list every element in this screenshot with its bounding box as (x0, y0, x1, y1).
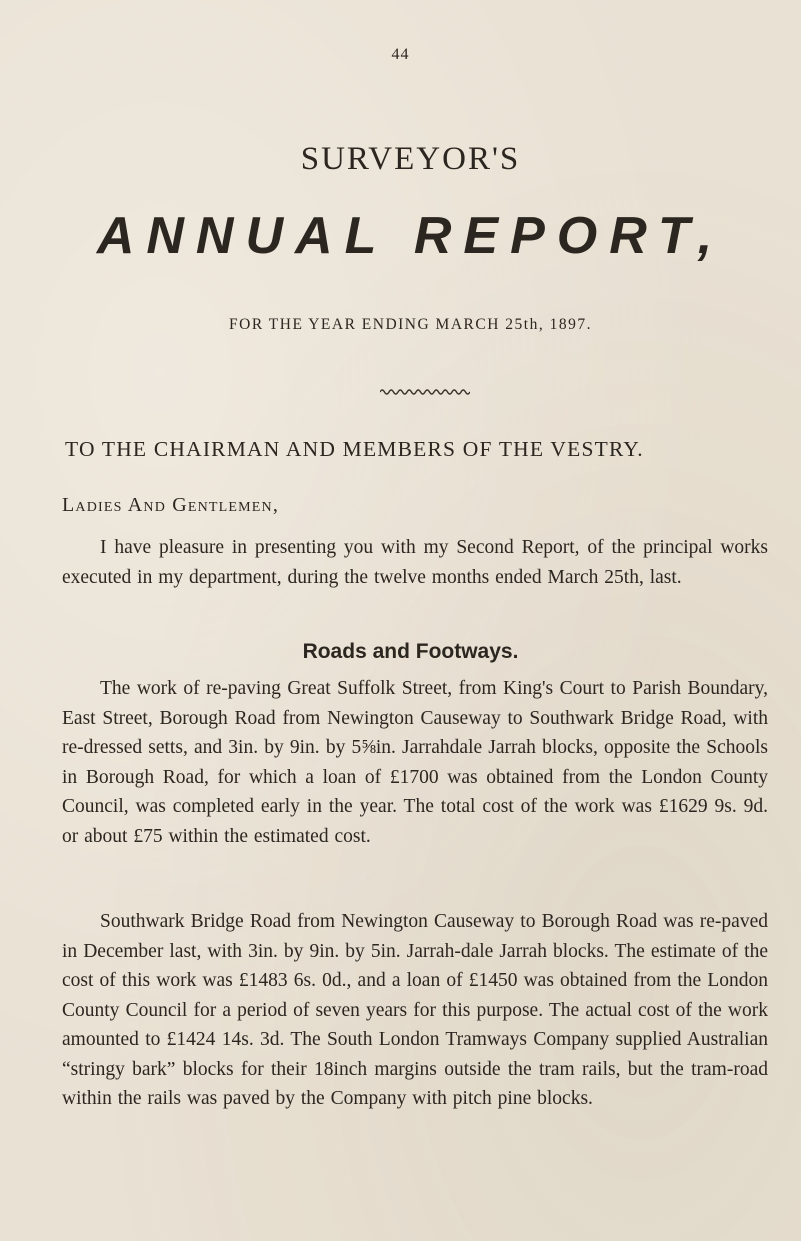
salutation: Ladies And Gentlemen, (62, 494, 280, 516)
paragraph-southwark-bridge-road (62, 907, 768, 1114)
ornamental-divider (380, 388, 470, 396)
address-line: TO THE CHAIRMAN AND MEMBERS OF THE VESTRY. (65, 437, 644, 461)
paragraph-great-suffolk-street (62, 674, 768, 851)
intro-paragraph-text: I have pleasure in presenting you with my Second Report, of the principal works executed in my department, during the twelve months ended March 25th, last. (62, 537, 768, 588)
paragraph-southwark-bridge-road-text: Southwark Bridge Road from Newington Causeway to Borough Road was re-paved in December last, with 3in. by 9in. by 5in. Jarrah-dale Jarrah blocks. The estimate of the cost of this work was £1483 6s. 0d., and a loan of £1450 was obtained from the London County Council for a period of seven years for this purpose. The actual cost of the work amounted to £1424 14s. 3d. The South London Tramways Company supplied Australian “stringy bark” blocks for their 18inch margins outside the tram rails, but the tram-road within the rails was paved by the Company with pitch pine blocks. (62, 911, 768, 1109)
report-title-surveyors: SURVEYOR'S (300, 141, 521, 177)
report-title-annual-report: ANNUAL REPORT, (96, 207, 725, 265)
page-number: 44 (391, 46, 410, 63)
paragraph-great-suffolk-street-text: The work of re-paving Great Suffolk Street, from King's Court to Parish Boundary, East Street, Borough Road from Newington Causeway to Southwark Bridge Road, with re-dressed setts, and 3in. by 9in. by 5⅝in. Jarrahdale Jarrah blocks, opposite the Schools in Borough Road, for which a loan of £1700 was obtained from the London County Council, was completed early in the year. The total cost of the work was £1629 9s. 9d. or about £75 within the estimated cost. (62, 678, 768, 847)
intro-paragraph (62, 533, 768, 592)
report-subtitle-year: FOR THE YEAR ENDING MARCH 25th, 1897. (229, 316, 592, 333)
section-heading-roads-footways: Roads and Footways. (302, 640, 519, 663)
